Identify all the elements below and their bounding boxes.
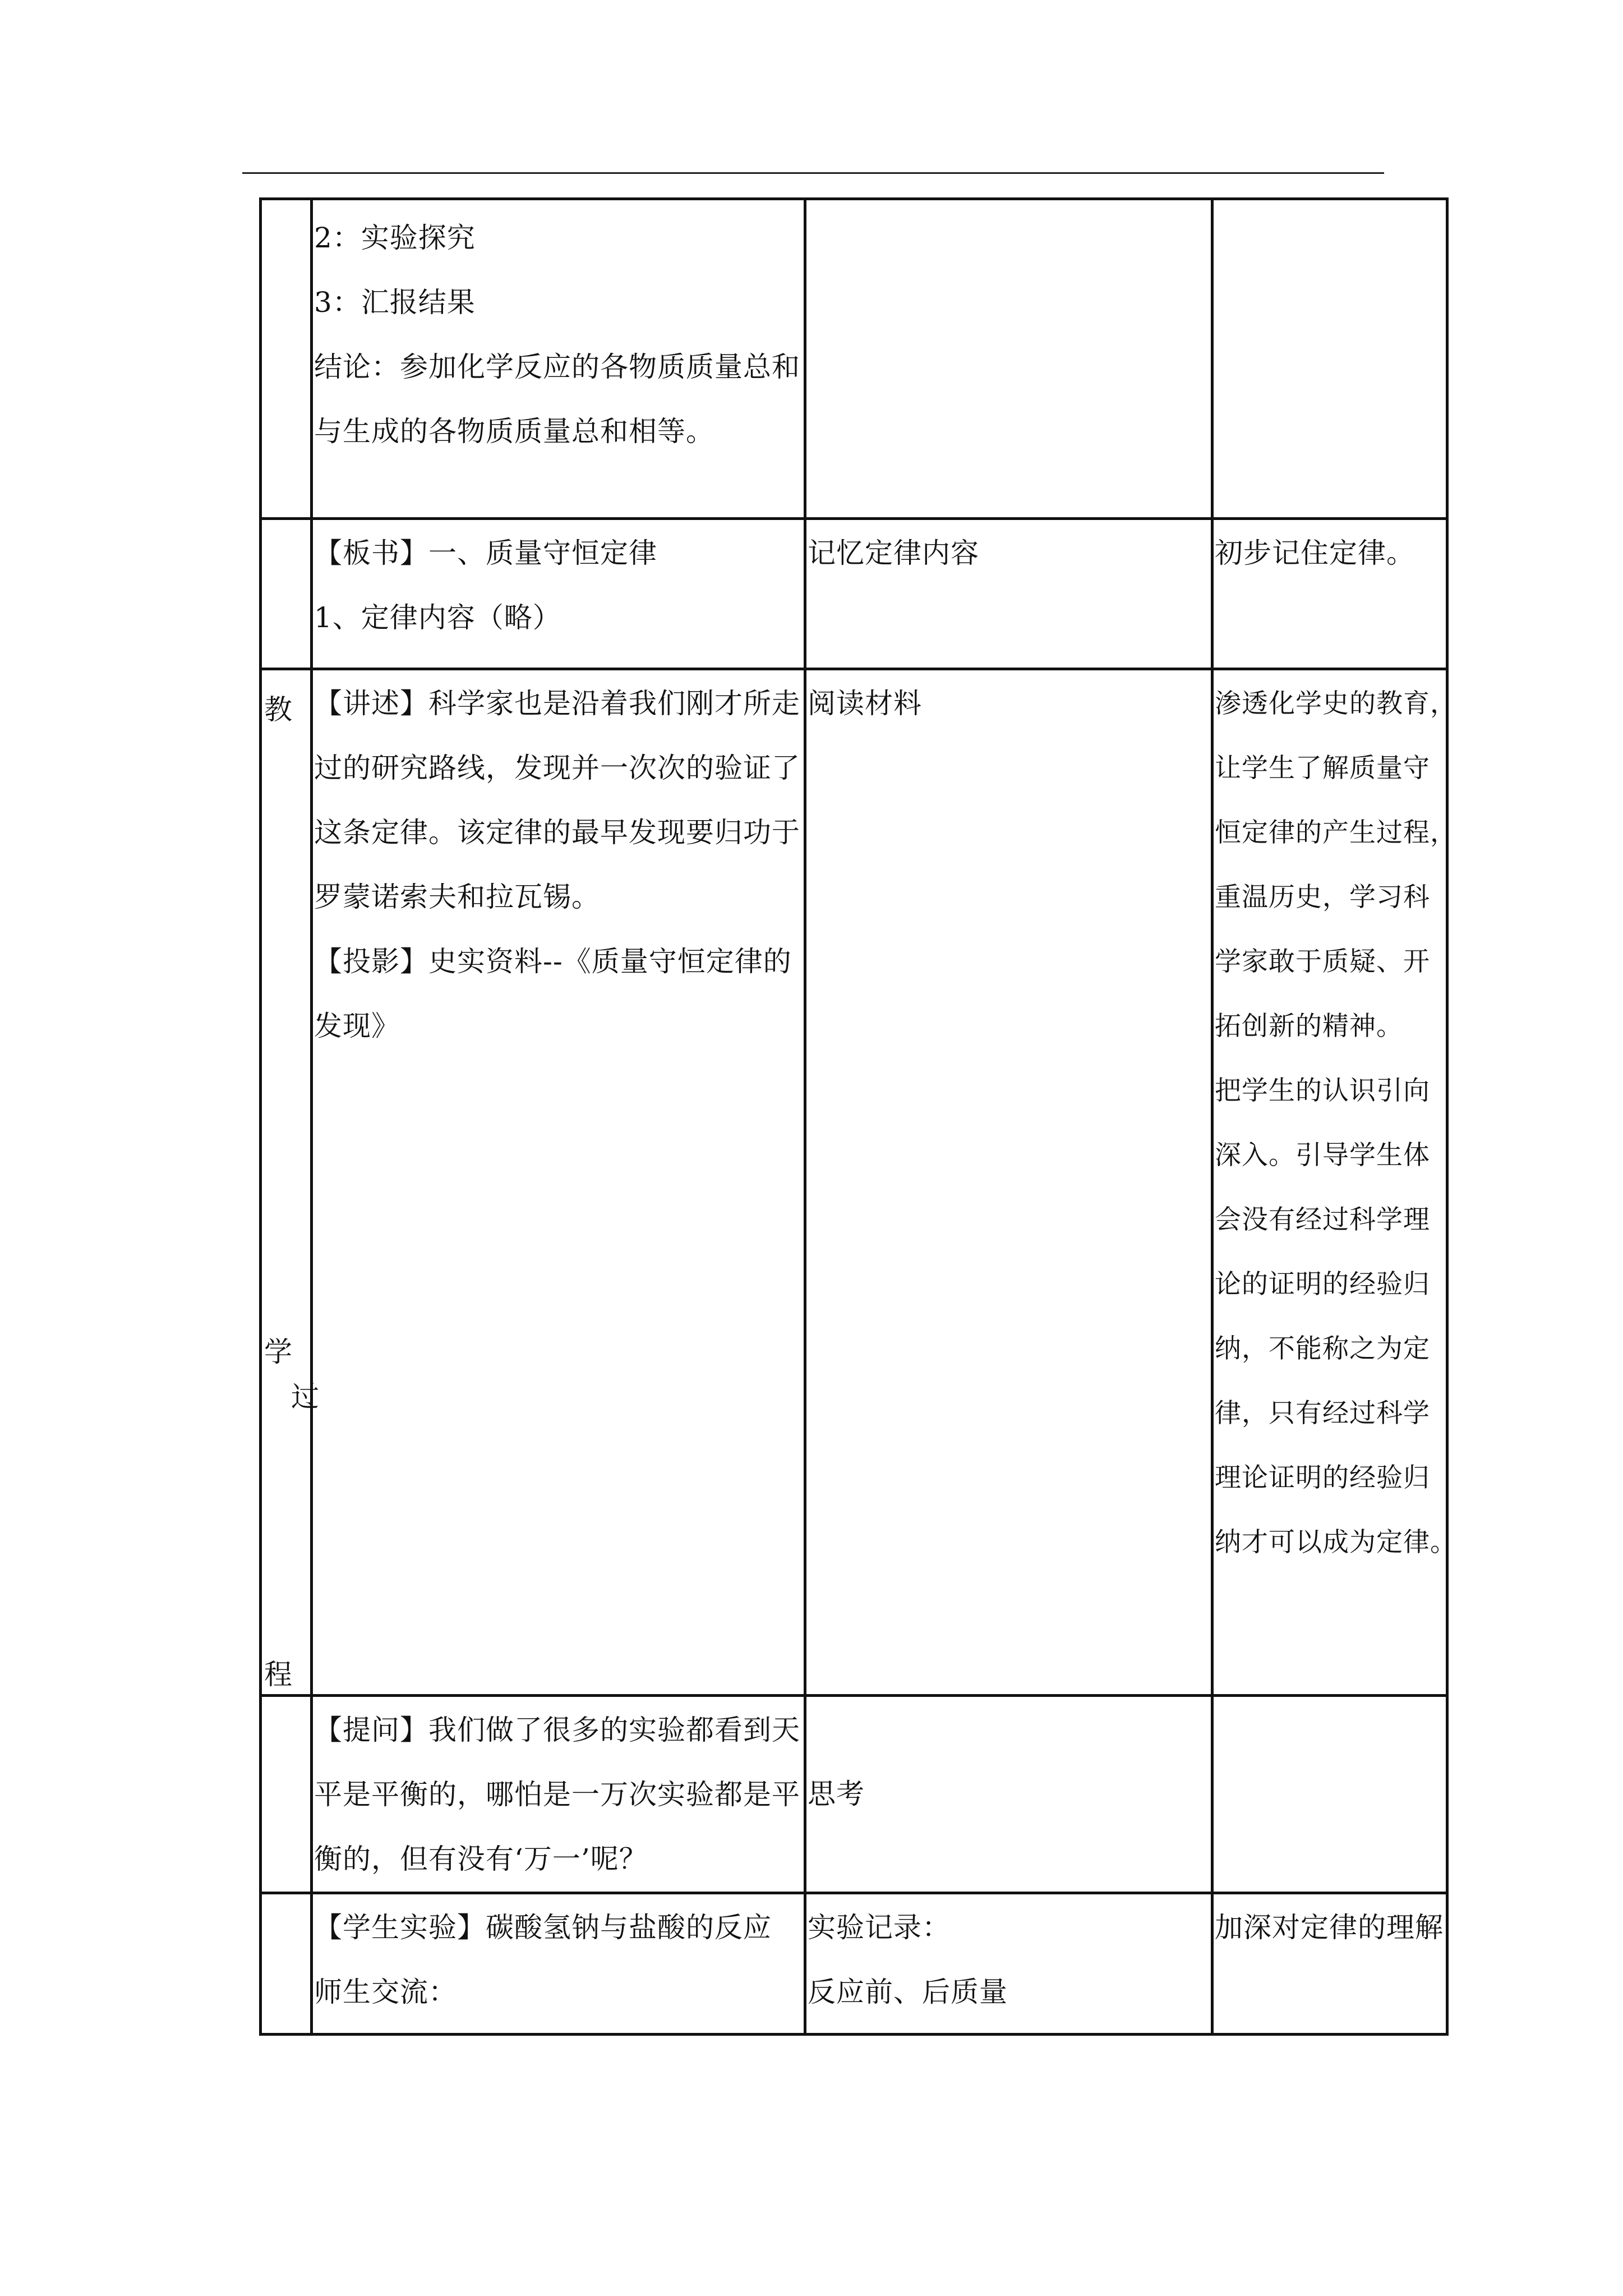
text-line: 思考 — [808, 1778, 865, 1810]
section-label-cell — [261, 1696, 312, 1893]
text-line: 纳，不能称之为定 — [1215, 1333, 1430, 1364]
text-line: 深入。引导学生体 — [1215, 1140, 1430, 1171]
text-line: 过的研究路线，发现并一次次的验证了 — [314, 752, 800, 784]
text-line: 平是平衡的，哪怕是一万次实验都是平 — [314, 1778, 800, 1811]
section-label-cell — [261, 199, 312, 519]
text-line: 师生交流： — [314, 1976, 457, 2008]
text-line: 把学生的认识引向 — [1215, 1075, 1430, 1106]
text-line: 3：汇报结果 — [314, 286, 476, 319]
text-line: 结论：参加化学反应的各物质质量总和 — [314, 351, 800, 383]
student-cell — [805, 1696, 1212, 1893]
text-line: 论的证明的经验归 — [1215, 1269, 1430, 1300]
text-line: 与生成的各物质质量总和相等。 — [314, 415, 714, 448]
section-label-char: 教 — [264, 693, 292, 726]
text-line: 律，只有经过科学 — [1215, 1398, 1430, 1429]
student-cell — [805, 669, 1212, 1696]
text-line: 这条定律。该定律的最早发现要归功于 — [314, 816, 800, 849]
activity-cell — [312, 519, 805, 669]
table-row — [261, 519, 1447, 669]
text-line: 【讲述】科学家也是沿着我们刚才所走 — [314, 687, 800, 720]
text-line: 阅读材料 — [808, 687, 922, 720]
activity-cell — [312, 1893, 805, 2035]
section-label-cell — [261, 519, 312, 669]
text-line: 加深对定律的理解 — [1215, 1911, 1444, 1944]
text-line: 罗蒙诺索夫和拉瓦锡。 — [314, 881, 600, 913]
text-line: 实验记录： — [808, 1911, 951, 1944]
text-line: 学家敢于质疑、开 — [1215, 946, 1430, 977]
lesson-plan-table — [259, 197, 1457, 2036]
text-line: 发现》 — [314, 1010, 400, 1042]
student-cell — [805, 199, 1212, 519]
intent-cell — [1212, 1893, 1447, 2035]
text-line: 【投影】史实资料--《质量守恒定律的 — [314, 945, 792, 978]
activity-cell — [312, 669, 805, 1696]
table-row — [261, 199, 1447, 519]
text-line: 让学生了解质量守 — [1215, 753, 1430, 784]
text-line: 理论证明的经验归 — [1215, 1462, 1430, 1493]
text-line: 记忆定律内容 — [808, 537, 979, 569]
text-line: 【提问】我们做了很多的实验都看到天 — [314, 1714, 800, 1746]
section-label-char: 程 — [264, 1658, 292, 1691]
text-line: 【学生实验】碳酸氢钠与盐酸的反应 — [314, 1911, 772, 1944]
intent-cell — [1212, 669, 1457, 1696]
header-rule — [242, 172, 1384, 174]
text-line: 渗透化学史的教育， — [1215, 688, 1457, 719]
text-line: 【板书】一、质量守恒定律 — [314, 537, 657, 569]
text-line: 反应前、后质量 — [808, 1976, 1008, 2008]
section-label-cell — [261, 669, 319, 1696]
table-row — [261, 1696, 1447, 1893]
text-line: 2：实验探究 — [314, 222, 476, 254]
text-line: 1、定律内容（略） — [314, 601, 561, 634]
text-line: 恒定律的产生过程， — [1215, 817, 1457, 848]
table-row — [261, 669, 1447, 1696]
student-cell — [805, 1893, 1212, 2035]
text-line: 初步记住定律。 — [1215, 537, 1415, 569]
section-label-cell — [261, 1893, 312, 2035]
activity-cell — [312, 1696, 805, 1893]
text-line: 会没有经过科学理 — [1215, 1204, 1430, 1235]
text-line: 纳才可以成为定律。 — [1215, 1527, 1457, 1558]
section-label-char: 学 — [264, 1336, 292, 1368]
intent-cell — [1212, 199, 1447, 519]
section-label-char: 过 — [291, 1381, 319, 1413]
activity-cell — [312, 199, 805, 519]
text-line: 拓创新的精神。 — [1215, 1011, 1403, 1042]
text-line: 重温历史，学习科 — [1215, 882, 1430, 913]
intent-cell — [1212, 519, 1447, 669]
intent-cell — [1212, 1696, 1447, 1893]
table-row — [261, 1893, 1447, 2035]
student-cell — [805, 519, 1212, 669]
text-line: 衡的，但有没有‘万一’呢？ — [314, 1843, 648, 1875]
